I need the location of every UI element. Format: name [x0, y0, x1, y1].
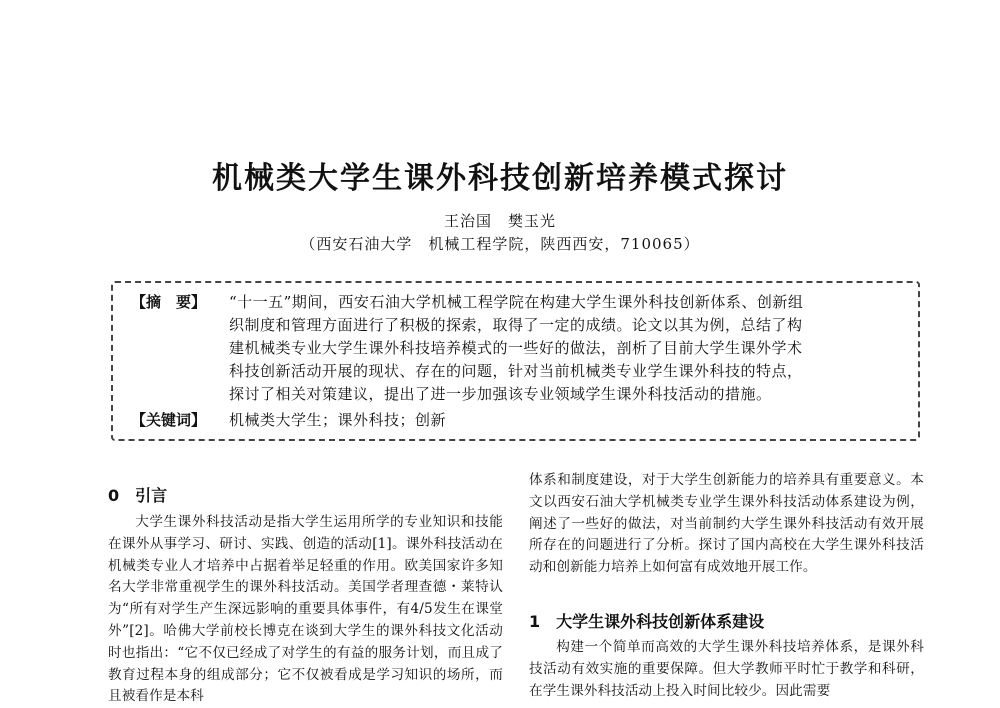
intro-paragraph: 大学生课外科技活动是指大学生运用所学的专业知识和技能在课外从事学习、研讨、实践、创造的活动[1]。课外科技活动在机械类专业人才培养中占据着举足轻重的作用。欧美国家许多知名大学非常重视学生的课外科技活动。美国学者理查德・莱特认为“所有对学生产生深远影响的重要具体事件，有4/5发生在课堂外”[2]。哈佛大学前校长博克在谈到大学生的课外科技文化活动时也指出：“它不仅已经成了对学生的有益的服务计划，而且成了教育过程本身的组成部分；它不仅被看成是学习知识的场所，而且被看作是本科 [108, 514, 503, 705]
abstract-line: 科技创新活动开展的现状、存在的问题，针对当前机械类专业学生课外科技的特点， [229, 362, 803, 380]
intro-continuation: 体系和制度建设，对于大学生创新能力的培养具有重要意义。本文以西安石油大学机械类专业学生课外科技活动体系建设为例，阐述了一些好的做法，对当前制约大学生课外科技活动有效开展所存在的问题进行了分析。探讨了国内高校在大学生课外科技活动和创新能力培养上如何富有成效地开展工作。 [529, 472, 924, 576]
abstract-label: 【摘 要】 [131, 293, 207, 311]
abstract-line: 探讨了相关对策建议，提出了进一步加强该专业领域学生课外科技活动的措施。 [229, 385, 772, 403]
left-column [108, 512, 503, 708]
abstract-line: “十一五”期间，西安石油大学机械工程学院在构建大学生课外科技创新体系、创新组 [229, 293, 804, 311]
section1-paragraph: 构建一个简单而高效的大学生课外科技培养体系，是课外科技活动有效实施的重要保障。但大学教师平时忙于教学和科研，在学生课外科技活动上投入时间比较少。因此需要 [529, 639, 924, 699]
abstract-line: 建机械类专业大学生课外科技培养模式的一些好的做法，剖析了目前大学生课外学术 [229, 339, 803, 357]
right-column-bottom [529, 637, 924, 702]
section-heading-intro: 0 引言 [108, 486, 168, 505]
keywords-line: 机械类大学生；课外科技；创新 [229, 411, 447, 429]
abstract-text [229, 291, 909, 406]
abstract-line: 织制度和管理方面进行了积极的探索，取得了一定的成绩。论文以其为例，总结了构 [229, 316, 803, 334]
paper-title: 机械类大学生课外科技创新培养模式探讨 [212, 161, 788, 196]
authors: 王治国 樊玉光 [443, 212, 556, 230]
affiliation: （西安石油大学 机械工程学院，陕西西安，710065） [300, 235, 700, 253]
right-column-top [529, 470, 924, 579]
keywords-label: 【关键词】 [131, 411, 207, 429]
keywords-text [229, 409, 909, 432]
section-heading-1: 1 大学生课外科技创新体系建设 [529, 612, 765, 631]
